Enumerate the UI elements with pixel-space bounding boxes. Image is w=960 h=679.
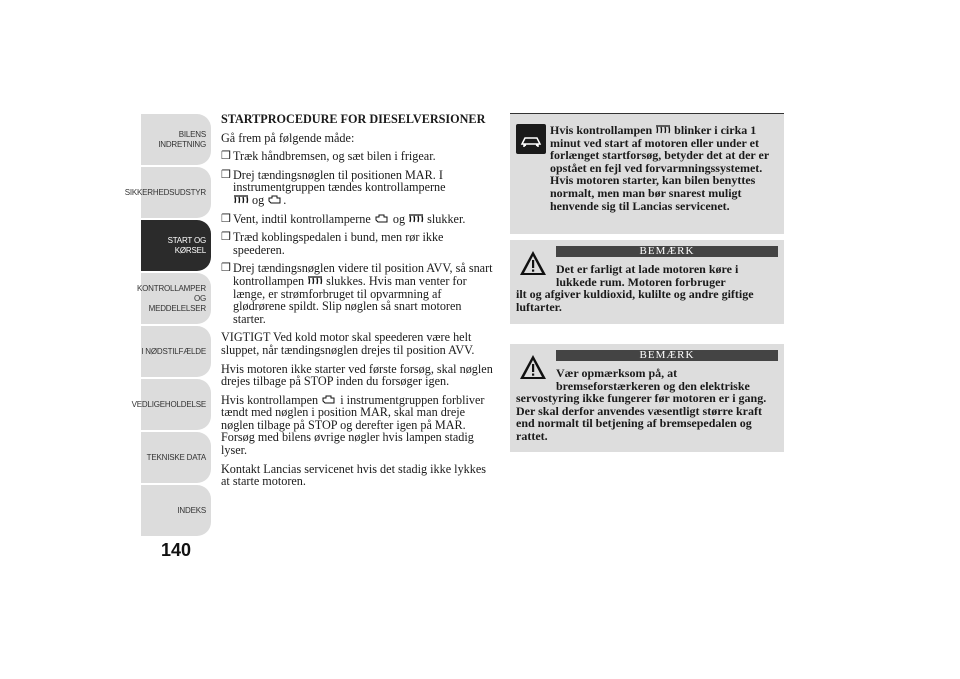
list-item: ❒ Træd koblingspedalen i bund, men rør ikke speederen. <box>221 230 444 257</box>
glow-plug-icon <box>233 195 249 205</box>
tab-kontrollamper[interactable]: KONTROLLAMPER OG MEDDELELSER <box>141 273 211 324</box>
tab-bilens-indretning[interactable]: BILENS INDRETNING <box>141 114 211 165</box>
right-column <box>510 113 784 452</box>
warning-triangle-icon <box>518 353 548 381</box>
glow-plug-icon <box>408 214 424 224</box>
left-column <box>221 113 496 494</box>
warning-title: BEMÆRK <box>556 246 778 257</box>
intro-text: Gå frem på følgende måde: <box>221 130 355 145</box>
checkbox-icon: ❒ <box>221 168 231 181</box>
tab-i-nodstilfaelde[interactable]: I NØDSTILFÆLDE <box>141 326 211 377</box>
engine-fault-icon <box>267 195 283 205</box>
tab-indeks[interactable]: INDEKS <box>141 485 211 536</box>
contact-paragraph: Kontakt Lancias servicenet hvis det stadig ikke lykkes at starte motoren. <box>221 461 487 489</box>
checkbox-icon: ❒ <box>221 212 231 225</box>
checkbox-icon: ❒ <box>221 231 231 244</box>
engine-fault-icon <box>374 214 390 224</box>
warning-triangle-icon <box>518 249 548 277</box>
glow-plug-icon <box>307 276 323 286</box>
car-note-icon <box>516 124 546 154</box>
checkbox-icon: ❒ <box>221 262 231 275</box>
warning-box: BEMÆRK Det er farligt at lade motoren køre i lukkede rum. Motoren forbruger ilt og afgiver kuldioxid, kulilte og andre giftige luftarter. <box>510 240 784 324</box>
list-item: ❒ Vent, indtil kontrollamperne og slukker. <box>221 211 466 226</box>
note-box: Hvis kontrollampen blinker i cirka 1 minut ved start af motoren eller under et forlænget startforsøg, betyder det at der er opstået en fejl ved forvarmningssystemet. Hvis motoren starter, kan bilen benyttes normalt, men man bør snarest muligt henvende sig til Lancias servicenet. <box>510 114 784 234</box>
list-item: ❒ Drej tændingsnøglen videre til position AVV, så snart kontrollampen slukkes. Hvis man venter for længe, er strømforbruget til opvarmning af glødrørene spildt. Slip nøglen så snart motoren starter. <box>221 261 493 326</box>
tab-tekniske-data[interactable]: TEKNISKE DATA <box>141 432 211 483</box>
list-item: ❒ Træk håndbremsen, og sæt bilen i frigear. <box>221 149 436 164</box>
tab-start-og-korsel[interactable]: START OG KØRSEL <box>141 220 211 271</box>
list-item: ❒ Drej tændingsnøglen til positionen MAR. I instrumentgruppen tændes kontrollamperne og . <box>221 167 446 207</box>
checkbox-icon: ❒ <box>221 150 231 163</box>
engine-fault-icon <box>321 395 337 405</box>
chapter-sidebar <box>124 114 211 538</box>
lamp-paragraph: Hvis kontrollampen i instrumentgruppen forbliver tændt med nøglen i position MAR, skal man dreje nøglen tilbage på STOP og derefter igen på MAR. Forsøg med bilens øvrige nøgler hvis lampen stadig lyser. <box>221 392 485 458</box>
tab-sikkerhedsudstyr[interactable]: SIKKERHEDSUDSTYR <box>141 167 211 218</box>
glow-plug-icon <box>655 125 671 135</box>
tab-vedligeholdelse[interactable]: VEDLIGEHOLDELSE <box>141 379 211 430</box>
section-heading: STARTPROCEDURE FOR DIESELVERSIONER <box>221 112 486 126</box>
warning-title: BEMÆRK <box>556 350 778 361</box>
page-number: 140 <box>160 540 192 560</box>
warning-box: BEMÆRK Vær opmærksom på, at bremseforstærkeren og den elektriske servostyring ikke fungerer før motoren er i gang. Der skal derfor anvendes væsentligt større kraft end normalt til betjening af bremsepedalen og rattet. <box>510 344 784 452</box>
important-note: VIGTIGT Ved kold motor skal speederen være helt sluppet, når tændingsnøglen drejes til position AVV. <box>221 330 475 357</box>
retry-paragraph: Hvis motoren ikke starter ved første forsøg, skal nøglen drejes tilbage på STOP inden du forsøger igen. <box>221 361 493 389</box>
